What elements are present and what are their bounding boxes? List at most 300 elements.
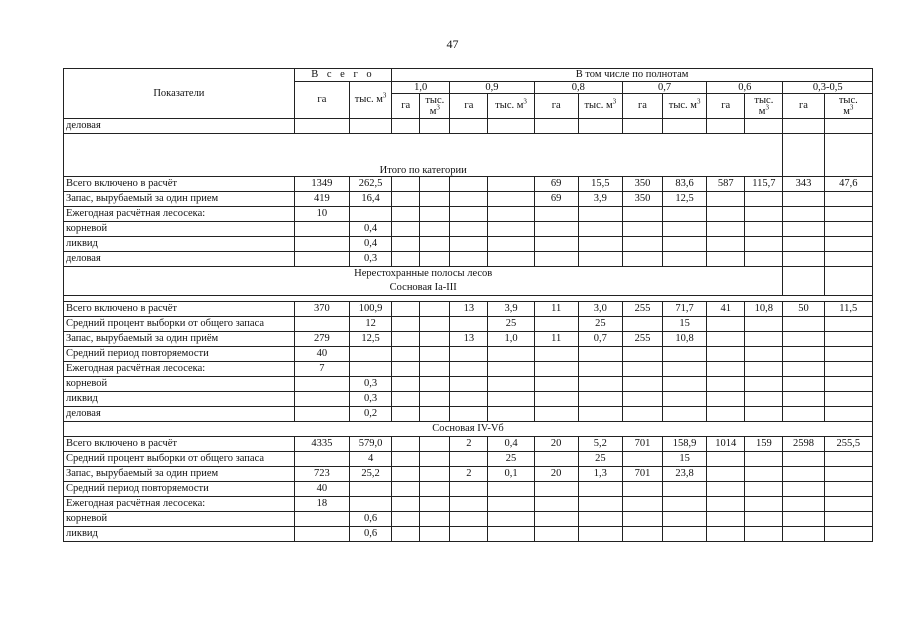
table-row — [64, 392, 873, 407]
table-cell — [392, 392, 420, 407]
table-row — [64, 497, 873, 512]
table-cell — [450, 497, 488, 512]
table-cell: 3,0 — [578, 302, 622, 317]
table-cell — [707, 222, 745, 237]
table-cell — [392, 512, 420, 527]
table-cell: 47,6 — [824, 177, 872, 192]
table-cell — [534, 317, 578, 332]
table-cell — [707, 119, 745, 134]
table-cell: 16,4 — [349, 192, 391, 207]
row-label: деловая — [64, 407, 295, 422]
table-cell: 5,2 — [578, 437, 622, 452]
table-cell — [663, 252, 707, 267]
table-cell — [707, 452, 745, 467]
table-cell: 3,9 — [488, 302, 534, 317]
table-cell — [578, 222, 622, 237]
blank-cell — [824, 267, 872, 296]
table-cell — [294, 317, 349, 332]
table-cell — [450, 377, 488, 392]
table-cell — [420, 497, 450, 512]
table-cell — [450, 392, 488, 407]
table-cell — [488, 237, 534, 252]
table-cell: 2 — [450, 467, 488, 482]
table-cell: 40 — [294, 482, 349, 497]
table-cell — [420, 482, 450, 497]
table-cell: 2 — [450, 437, 488, 452]
table-cell — [392, 437, 420, 452]
table-cell — [824, 347, 872, 362]
table-cell: 255,5 — [824, 437, 872, 452]
table-cell: 40 — [294, 347, 349, 362]
table-cell — [707, 192, 745, 207]
table-cell: 0,1 — [488, 467, 534, 482]
table-cell: 723 — [294, 467, 349, 482]
table-cell — [783, 207, 824, 222]
table-cell: 3,9 — [578, 192, 622, 207]
table-cell: 7 — [294, 362, 349, 377]
table-cell — [783, 407, 824, 422]
table-cell — [578, 377, 622, 392]
table-cell — [294, 452, 349, 467]
table-cell — [622, 452, 662, 467]
table-cell: 350 — [622, 177, 662, 192]
table-cell — [349, 362, 391, 377]
table-cell — [578, 237, 622, 252]
table-cell: 4 — [349, 452, 391, 467]
table-cell — [294, 377, 349, 392]
row-label: Запас, вырубаемый за один приём — [64, 332, 295, 347]
table-cell — [450, 512, 488, 527]
table-cell — [450, 252, 488, 267]
table-cell — [392, 317, 420, 332]
table-cell — [824, 377, 872, 392]
table-cell: 11,5 — [824, 302, 872, 317]
table-cell — [622, 119, 662, 134]
density-0-9: 0,9 — [450, 81, 534, 94]
table-cell: 12 — [349, 317, 391, 332]
table-cell — [450, 119, 488, 134]
table-cell — [450, 177, 488, 192]
rows-top — [64, 119, 873, 134]
table-cell — [392, 482, 420, 497]
table-cell — [420, 119, 450, 134]
table-cell — [622, 482, 662, 497]
table-cell — [745, 527, 783, 542]
table-cell — [420, 527, 450, 542]
row-label: деловая — [64, 252, 295, 267]
table-cell — [534, 482, 578, 497]
row-label: Средний период повторяемости — [64, 347, 295, 362]
row-label: Запас, вырубаемый за один прием — [64, 467, 295, 482]
table-cell: 69 — [534, 177, 578, 192]
section-pine-1: Сосновая Ia-III — [64, 281, 783, 296]
table-cell — [707, 392, 745, 407]
table-cell: 0,3 — [349, 392, 391, 407]
row-label: Всего включено в расчёт — [64, 302, 295, 317]
table-cell — [663, 512, 707, 527]
page-number: 47 — [446, 37, 459, 51]
table-cell — [534, 347, 578, 362]
table-cell: 0,4 — [349, 222, 391, 237]
table-cell: 2598 — [783, 437, 824, 452]
unit-thousand-stacked: тыс. $м^3$ — [745, 94, 783, 119]
table-cell — [824, 362, 872, 377]
table-cell — [745, 347, 783, 362]
table-cell — [622, 362, 662, 377]
table-cell: 343 — [783, 177, 824, 192]
table-cell — [783, 237, 824, 252]
table-cell: 41 — [707, 302, 745, 317]
table-cell — [578, 392, 622, 407]
table-row — [64, 347, 873, 362]
unit-ha: га — [450, 94, 488, 119]
blank-cell — [783, 134, 824, 177]
table-cell — [707, 407, 745, 422]
table-cell: 15 — [663, 452, 707, 467]
table-cell — [663, 237, 707, 252]
table-cell — [294, 407, 349, 422]
table-cell — [824, 207, 872, 222]
table-cell — [783, 482, 824, 497]
table-cell: 279 — [294, 332, 349, 347]
table-cell — [450, 207, 488, 222]
table-cell — [420, 317, 450, 332]
table-row — [64, 222, 873, 237]
table-cell: 0,3 — [349, 377, 391, 392]
table-cell — [392, 237, 420, 252]
table-cell — [488, 482, 534, 497]
table-cell — [783, 332, 824, 347]
table-cell: 0,4 — [488, 437, 534, 452]
table-cell — [488, 192, 534, 207]
table-cell — [420, 192, 450, 207]
table-cell — [783, 222, 824, 237]
table-cell — [622, 252, 662, 267]
table-cell — [622, 512, 662, 527]
table-cell — [745, 362, 783, 377]
table-cell — [488, 497, 534, 512]
table-cell — [707, 207, 745, 222]
table-cell — [420, 452, 450, 467]
table-cell: 701 — [622, 437, 662, 452]
forest-calculation-table — [63, 68, 873, 542]
row-label: корневой — [64, 222, 295, 237]
table-cell: 23,8 — [663, 467, 707, 482]
table-cell — [663, 362, 707, 377]
density-0-3-0-5: 0,3-0,5 — [783, 81, 873, 94]
table-cell — [783, 347, 824, 362]
table-row — [64, 332, 873, 347]
table-cell — [707, 512, 745, 527]
table-cell — [783, 252, 824, 267]
table-cell — [663, 392, 707, 407]
table-cell — [783, 192, 824, 207]
table-cell: 10,8 — [745, 302, 783, 317]
table-cell — [420, 392, 450, 407]
table-cell — [534, 527, 578, 542]
table-cell — [488, 527, 534, 542]
table-cell — [392, 252, 420, 267]
table-cell — [783, 119, 824, 134]
table-cell — [349, 497, 391, 512]
table-row — [64, 452, 873, 467]
table-cell — [663, 407, 707, 422]
table-cell — [622, 407, 662, 422]
table-cell — [578, 347, 622, 362]
table-cell — [294, 237, 349, 252]
table-cell: 11 — [534, 302, 578, 317]
unit-ha: га — [534, 94, 578, 119]
table-cell — [534, 452, 578, 467]
table-cell — [294, 512, 349, 527]
table-cell — [622, 207, 662, 222]
table-cell — [824, 512, 872, 527]
table-cell: 255 — [622, 332, 662, 347]
table-row — [64, 482, 873, 497]
table-cell — [663, 207, 707, 222]
section-protective-strips: Нерестохранные полосы лесов — [64, 267, 783, 282]
table-cell — [392, 362, 420, 377]
table-cell: 25 — [578, 317, 622, 332]
table-cell — [488, 347, 534, 362]
table-cell — [420, 207, 450, 222]
table-cell — [392, 222, 420, 237]
table-cell — [824, 482, 872, 497]
table-cell: 11 — [534, 332, 578, 347]
table-cell: 20 — [534, 467, 578, 482]
row-label: ликвид — [64, 527, 295, 542]
table-cell: 25,2 — [349, 467, 391, 482]
table-cell: 10,8 — [663, 332, 707, 347]
unit-thousand-stacked: тыс. $м^3$ — [420, 94, 450, 119]
table-cell — [824, 332, 872, 347]
table-cell — [707, 497, 745, 512]
table-cell: 50 — [783, 302, 824, 317]
table-row — [64, 302, 873, 317]
density-1-0: 1,0 — [392, 81, 450, 94]
table-cell — [745, 377, 783, 392]
table-row — [64, 527, 873, 542]
table-cell — [578, 362, 622, 377]
table-cell — [420, 347, 450, 362]
table-cell — [488, 222, 534, 237]
table-cell — [824, 452, 872, 467]
table-cell: 579,0 — [349, 437, 391, 452]
table-cell — [783, 497, 824, 512]
table-cell — [420, 407, 450, 422]
table-cell — [824, 119, 872, 134]
table-cell — [578, 207, 622, 222]
table-cell — [349, 207, 391, 222]
table-cell — [783, 317, 824, 332]
table-cell — [534, 392, 578, 407]
table-row — [64, 362, 873, 377]
table-cell — [578, 407, 622, 422]
table-cell — [745, 392, 783, 407]
table-cell — [420, 222, 450, 237]
table-cell — [824, 407, 872, 422]
table-cell — [420, 362, 450, 377]
table-cell — [534, 222, 578, 237]
table-cell — [534, 119, 578, 134]
row-label: Средний период повторяемости — [64, 482, 295, 497]
unit-ha: га — [392, 94, 420, 119]
table-cell — [622, 222, 662, 237]
table-row — [64, 192, 873, 207]
table-cell — [392, 332, 420, 347]
table-cell: 71,7 — [663, 302, 707, 317]
table-cell — [534, 497, 578, 512]
table-cell — [488, 119, 534, 134]
table-cell — [392, 347, 420, 362]
table-cell — [450, 347, 488, 362]
table-cell — [745, 467, 783, 482]
row-label: Средний процент выборки от общего запаса — [64, 452, 295, 467]
table-cell — [534, 377, 578, 392]
table-cell — [824, 527, 872, 542]
unit-thousand-stacked: тыс. $м^3$ — [824, 94, 872, 119]
table-cell: 25 — [488, 317, 534, 332]
table-cell: 701 — [622, 467, 662, 482]
table-cell: 83,6 — [663, 177, 707, 192]
table-cell — [622, 497, 662, 512]
table-cell: 159 — [745, 437, 783, 452]
table-cell: 18 — [294, 497, 349, 512]
table-cell: 370 — [294, 302, 349, 317]
table-row — [64, 207, 873, 222]
table-cell — [578, 119, 622, 134]
table-cell — [534, 407, 578, 422]
table-cell: 15 — [663, 317, 707, 332]
table-cell — [392, 207, 420, 222]
section-pine-2-row — [64, 422, 873, 437]
table-cell — [578, 527, 622, 542]
table-cell — [534, 362, 578, 377]
unit-ha: га — [622, 94, 662, 119]
table-cell: 0,3 — [349, 252, 391, 267]
table-cell — [783, 527, 824, 542]
unit-ha: га — [707, 94, 745, 119]
table-cell — [622, 347, 662, 362]
rows-pine-1 — [64, 302, 873, 422]
table-cell — [392, 407, 420, 422]
header-including: В том числе по полнотам — [392, 69, 873, 82]
table-cell — [783, 362, 824, 377]
header-row-1 — [64, 69, 873, 82]
table-cell — [707, 377, 745, 392]
table-cell — [450, 222, 488, 237]
table-cell: 13 — [450, 302, 488, 317]
table-row — [64, 177, 873, 192]
table-cell — [745, 119, 783, 134]
table-cell — [420, 332, 450, 347]
unit-thousand: тыс. $м^3$ — [663, 94, 707, 119]
table-cell — [824, 497, 872, 512]
table-cell — [824, 252, 872, 267]
table-cell — [420, 252, 450, 267]
density-0-6: 0,6 — [707, 81, 783, 94]
table-cell — [450, 237, 488, 252]
table-cell — [488, 177, 534, 192]
table-cell — [745, 252, 783, 267]
table-cell — [707, 527, 745, 542]
table-row — [64, 467, 873, 482]
unit-thousand: тыс. $м^3$ — [488, 94, 534, 119]
table-cell — [783, 512, 824, 527]
table-cell: 255 — [622, 302, 662, 317]
table-cell — [745, 192, 783, 207]
table-cell — [420, 177, 450, 192]
table-cell — [578, 482, 622, 497]
table-cell — [783, 452, 824, 467]
table-cell — [349, 347, 391, 362]
header-total-ha: га — [294, 81, 349, 119]
table-cell — [707, 362, 745, 377]
table-row — [64, 237, 873, 252]
table-row — [64, 377, 873, 392]
table-cell — [294, 119, 349, 134]
table-cell — [534, 512, 578, 527]
table-cell: 15,5 — [578, 177, 622, 192]
table-cell — [392, 192, 420, 207]
table-cell — [488, 392, 534, 407]
table-cell — [450, 527, 488, 542]
table-cell: 0,2 — [349, 407, 391, 422]
table-cell — [824, 222, 872, 237]
table-cell: 350 — [622, 192, 662, 207]
table-cell — [663, 222, 707, 237]
table-row — [64, 119, 873, 134]
row-label: Средний процент выборки от общего запаса — [64, 317, 295, 332]
row-label: ликвид — [64, 392, 295, 407]
table-row — [64, 252, 873, 267]
table-cell — [622, 317, 662, 332]
table-cell — [707, 317, 745, 332]
table-cell: 0,7 — [578, 332, 622, 347]
section-total-category-row — [64, 134, 873, 177]
table-cell — [392, 377, 420, 392]
table-cell — [420, 467, 450, 482]
table-cell: 25 — [578, 452, 622, 467]
table-cell: 20 — [534, 437, 578, 452]
table-cell — [578, 252, 622, 267]
table-cell: 1,3 — [578, 467, 622, 482]
table-cell — [663, 482, 707, 497]
table-cell — [392, 527, 420, 542]
table-cell — [534, 207, 578, 222]
table-cell — [663, 119, 707, 134]
table-cell: 0,6 — [349, 512, 391, 527]
table-cell: 0,4 — [349, 237, 391, 252]
table-cell — [622, 377, 662, 392]
table-cell — [294, 252, 349, 267]
table-cell — [420, 302, 450, 317]
table-cell — [783, 467, 824, 482]
row-label: Ежегодная расчётная лесосека: — [64, 497, 295, 512]
blank-cell — [824, 134, 872, 177]
table-cell — [488, 512, 534, 527]
table-cell — [622, 392, 662, 407]
table-cell — [745, 497, 783, 512]
density-0-7: 0,7 — [622, 81, 706, 94]
table-cell — [392, 467, 420, 482]
header-total: В с е г о — [294, 69, 391, 82]
table-cell — [745, 332, 783, 347]
row-label: корневой — [64, 512, 295, 527]
table-cell — [745, 482, 783, 497]
table-cell: 4335 — [294, 437, 349, 452]
table-cell: 158,9 — [663, 437, 707, 452]
